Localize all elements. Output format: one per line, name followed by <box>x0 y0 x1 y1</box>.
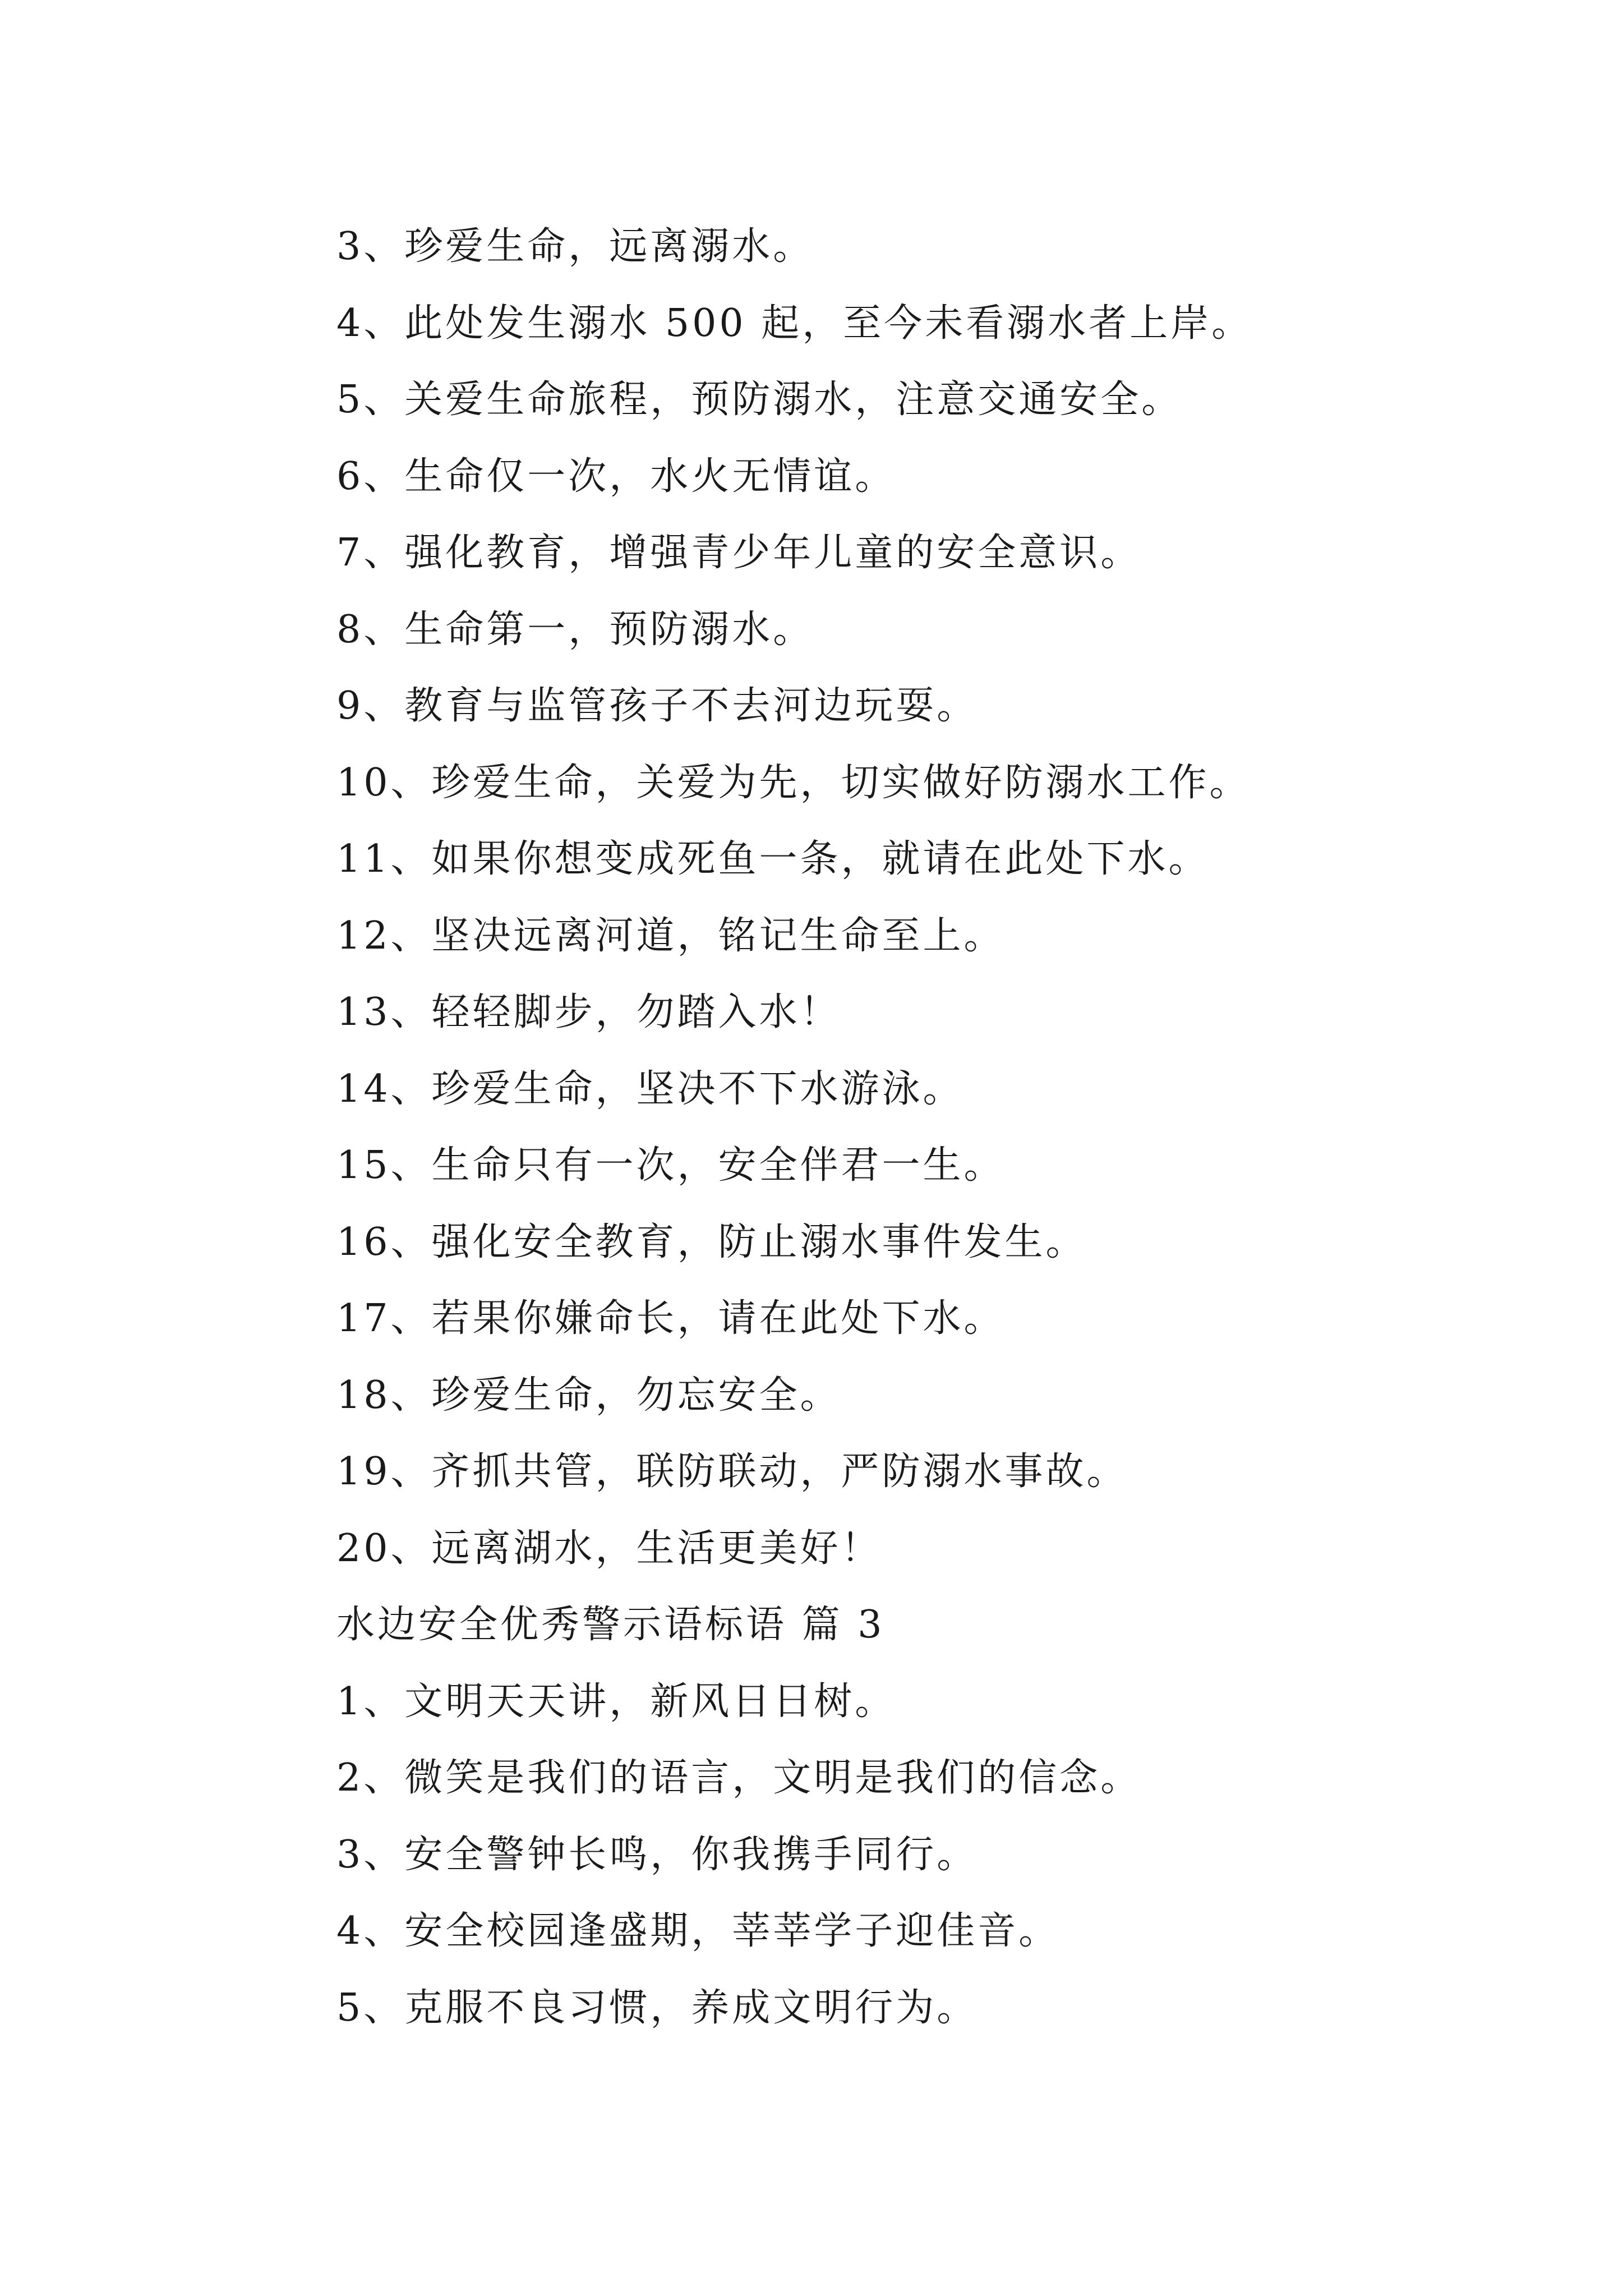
slogan-line: 4、安全校园逢盛期，莘莘学子迎佳音。 <box>336 1909 1060 1953</box>
slogan-line: 1、文明天天讲，新风日日树。 <box>336 1679 896 1724</box>
slogan-line: 18、珍爱生命，勿忘安全。 <box>336 1373 841 1418</box>
slogan-line: 10、珍爱生命，关爱为先，切实做好防溺水工作。 <box>336 760 1251 805</box>
slogan-line: 5、关爱生命旅程，预防溺水，注意交通安全。 <box>336 378 1183 422</box>
slogan-line: 15、生命只有一次，安全伴君一生。 <box>336 1143 1005 1188</box>
document-body <box>336 209 1514 2046</box>
slogan-line: 14、珍爱生命，坚决不下水游泳。 <box>336 1066 964 1111</box>
slogan-line: 12、坚决远离河道，铭记生命至上。 <box>336 913 1005 958</box>
slogan-line: 3、珍爱生命，远离溺水。 <box>336 224 814 269</box>
slogan-line: 8、生命第一，预防溺水。 <box>336 607 814 652</box>
slogan-line: 17、若果你嫌命长，请在此处下水。 <box>336 1296 1005 1341</box>
slogan-line: 3、安全警钟长鸣，你我携手同行。 <box>336 1832 978 1877</box>
slogan-line: 4、此处发生溺水 500 起，至今未看溺水者上岸。 <box>336 301 1253 346</box>
slogan-line: 5、克服不良习惯，养成文明行为。 <box>336 1985 978 2030</box>
slogan-line: 2、微笑是我们的语言，文明是我们的信念。 <box>336 1756 1142 1800</box>
slogan-line: 7、强化教育，增强青少年儿童的安全意识。 <box>336 531 1142 575</box>
slogan-line: 13、轻轻脚步，勿踏入水！ <box>336 990 841 1034</box>
slogan-line: 20、远离湖水，生活更美好！ <box>336 1526 882 1571</box>
slogan-line: 19、齐抓共管，联防联动，严防溺水事故。 <box>336 1450 1128 1494</box>
slogan-line: 9、教育与监管孩子不去河边玩耍。 <box>336 684 978 728</box>
section-heading: 水边安全优秀警示语标语 篇 3 <box>336 1603 885 1647</box>
slogan-line: 11、如果你想变成死鱼一条，就请在此处下水。 <box>336 837 1210 881</box>
slogan-line: 6、生命仅一次，水火无情谊。 <box>336 454 896 499</box>
slogan-line: 16、强化安全教育，防止溺水事件发生。 <box>336 1220 1087 1264</box>
